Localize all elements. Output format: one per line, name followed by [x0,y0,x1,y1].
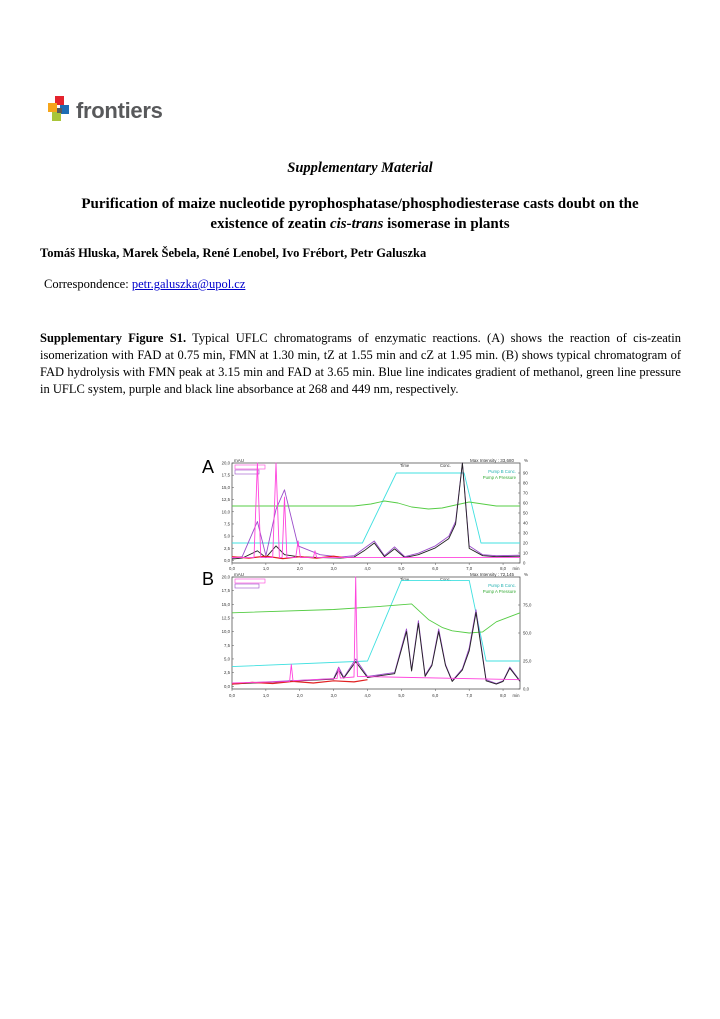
panel-b-right-unit: % [524,572,529,577]
panel-b-ytick: 0,0 [224,683,230,689]
panel-b-right-ytick: 75,0 [523,602,532,608]
panel-a-time-label: Time [400,463,410,468]
panel-a-xtick: 3,0 [330,566,337,571]
panel-a-max-intensity: Max Intensity : 33,680 [469,458,514,463]
frontiers-logo [48,96,163,126]
correspondence: Correspondence: petr.galuszka@upol.cz [44,277,246,291]
panel-b-conc-label: Conc. [440,577,451,582]
panel-a-right-ytick: 10 [523,550,528,556]
panel-b-xtick: 6,0 [432,693,439,698]
caption-text: Typical UFLC chromatograms of enzymatic reactions. (A) shows the reaction of cis-zeatin isomerization with FAD at 0.75 min, FMN at 1.30 min, tZ at 1.55 min and cZ at 1.95 min. (B) shows typical chromatogram of FAD hydrolysis with FMN peak at 3.15 min and FAD at 3.65 min. Blue line indicates gradient of methanol, green line pressure in UFLC system, purple and black line absorbance at 268 and 449 nm, respectively. [40,331,681,396]
panel-a-right-ytick: 90 [523,470,528,476]
panel-a-xtick: 0,0 [229,566,235,571]
panel-b-ytick: 15,0 [221,601,230,607]
panel-a-right-ytick: 70 [523,490,528,496]
panel-a-ytick: 10,0 [221,509,230,515]
panel-a-legend-conc: Pump B Conc. [488,469,516,474]
panel-a-xtick: 8,0 [500,566,507,571]
panel-b-ytick: 12,5 [221,615,230,621]
panel-b-xunit: min [512,693,520,698]
caption-label: Supplementary Figure S1. [40,331,187,345]
panel-a-right-ytick: 60 [523,500,528,506]
panel-a-ytick: 15,0 [221,484,230,490]
panel-a-xunit: min [512,566,520,571]
panel-a-ytick: 17,5 [221,472,230,478]
panel-a-xtick: 5,0 [398,566,405,571]
panel-a-xtick: 7,0 [466,566,473,571]
panel-a-ytick: 0,0 [224,558,230,564]
correspondence-email-link[interactable]: petr.galuszka@upol.cz [131,277,246,291]
panel-b-right-ytick: 0,0 [523,686,529,692]
panel-b-max-intensity: Max Intensity : 72,145 [469,572,514,577]
panel-a-legend-pressure: Pump A Pressure [482,475,516,480]
panel-b-xtick: 1,0 [262,693,269,698]
logo-wordmark: frontiers [76,98,163,123]
panel-b-xtick: 5,0 [398,693,405,698]
panel-a-ylabel: mAU [234,458,244,463]
panel-a-right-ytick: 40 [523,520,528,526]
panel-b-xtick: 8,0 [500,693,507,698]
panel-a-ytick: 7,5 [224,521,230,527]
panel-b-ytick: 17,5 [221,588,230,594]
panel-a-ytick: 2,5 [224,545,230,551]
panel-a-right-ytick: 20 [523,540,528,546]
panel-b-ylabel: mAU [234,572,244,577]
panel-a-xtick: 1,0 [262,566,269,571]
panel-b-ytick: 7,5 [224,642,230,648]
panel-a-xtick: 4,0 [364,566,371,571]
panel-b-xtick: 2,0 [296,693,303,698]
panel-a-ytick: 12,5 [221,497,230,503]
panel-b-ytick: 10,0 [221,629,230,635]
panel-a-right-ytick: 30 [523,530,528,536]
panel-a-ytick: 20,0 [221,460,230,466]
paper-title: Purification of maize nucleotide pyrophosphatase/phosphodiesterase casts doubt on the existence of zeatin cis-trans isomerase in plants [81,196,639,232]
panel-b-ytick: 20,0 [221,574,230,580]
panel-b-xtick: 0,0 [229,693,235,698]
panel-a-xtick: 6,0 [432,566,439,571]
panel-b-xtick: 3,0 [330,693,337,698]
panel-b-time-label: Time [400,577,410,582]
figure-caption [40,330,681,398]
panel-b-legend-conc: Pump B Conc. [488,583,516,588]
panel-a-right-ytick: 50 [523,510,528,516]
panel-b-xtick: 7,0 [466,693,473,698]
chromatogram-figure [198,457,540,701]
panel-label-b: B [202,569,215,589]
panel-b-right-ytick: 50,0 [523,630,532,636]
panel-a-xtick: 2,0 [296,566,303,571]
panel-b-legend-pressure: Pump A Pressure [482,589,516,594]
panel-a-ytick: 5,0 [224,533,230,539]
panel-label-a: A [202,457,215,477]
chromatogram-panel-a [198,457,540,701]
panel-b-ytick: 2,5 [224,670,230,676]
panel-a-right-ytick: 0 [523,560,526,566]
panel-a-right-ytick: 80 [523,480,528,486]
panel-b-xtick: 4,0 [364,693,371,698]
panel-a-conc-label: Conc. [440,463,451,468]
panel-b-right-ytick: 25,0 [523,658,532,664]
panel-a-right-unit: % [524,458,529,463]
panel-b-ytick: 5,0 [224,656,230,662]
panel-b-plot-frame [232,577,520,689]
section-heading: Supplementary Material [287,160,433,176]
author-list: Tomáš Hluska, Marek Šebela, René Lenobel, Ivo Frébort, Petr Galuszka [40,246,427,260]
frontiers-logo-icon [48,96,70,126]
